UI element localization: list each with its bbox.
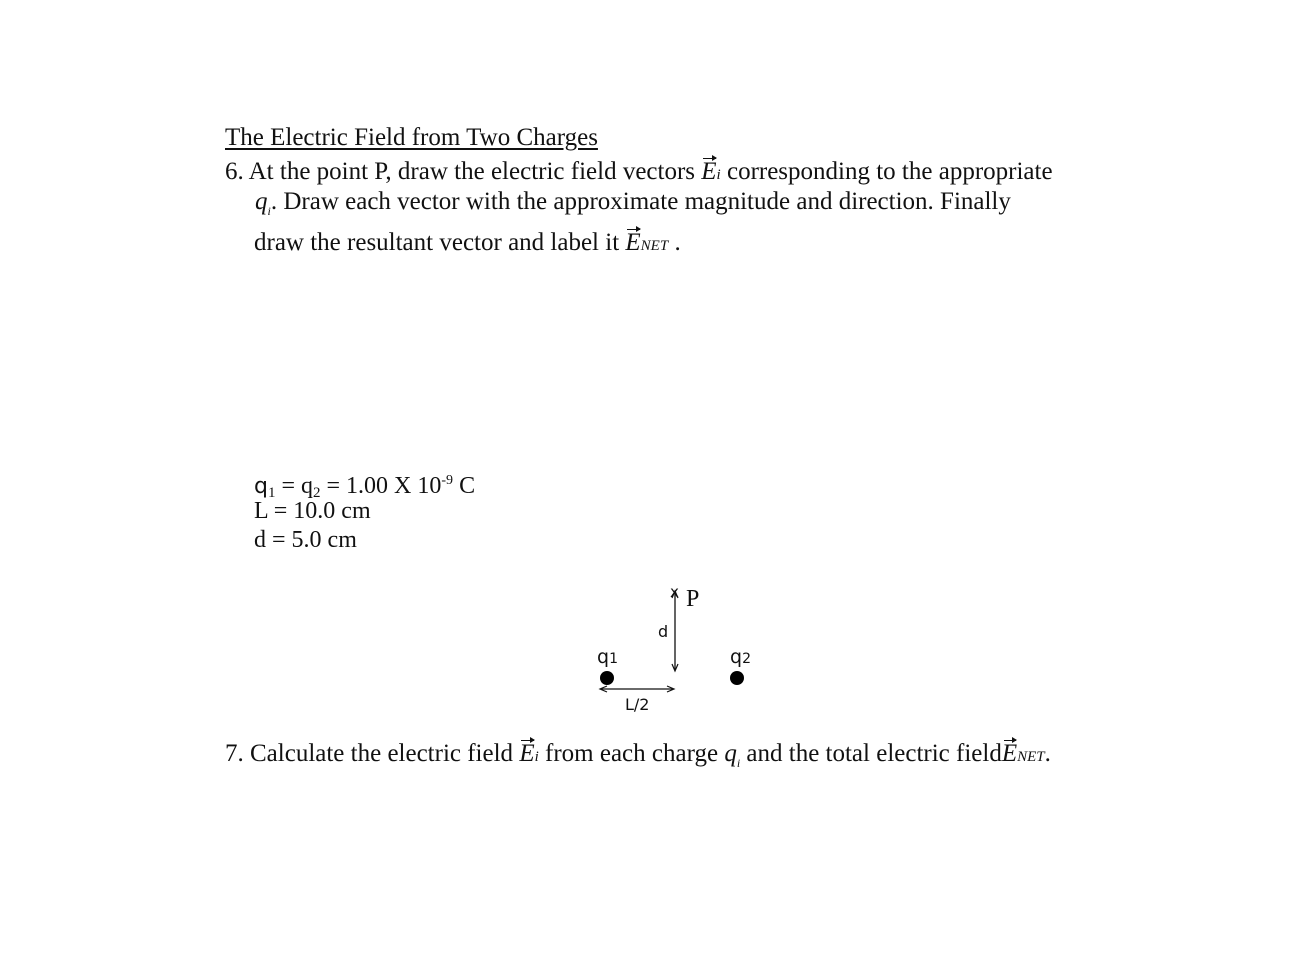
q1-label	[597, 646, 618, 668]
q2-label	[730, 646, 751, 668]
q7-text: and the total electric field	[746, 740, 1002, 767]
text: = 1.00 X 10	[320, 473, 442, 499]
q: q	[597, 646, 610, 668]
page-title: The Electric Field from Two Charges	[225, 124, 598, 151]
d-arrow	[672, 591, 678, 671]
q-symbol: q	[724, 740, 737, 767]
half-length-arrow	[600, 686, 674, 692]
subscript-i: i	[736, 756, 741, 770]
e-net-vector-symbol: E	[625, 229, 641, 256]
subscript-i: i	[267, 204, 271, 218]
period: .	[1044, 740, 1051, 767]
subscript-i: i	[716, 167, 721, 183]
half-length-label: L/2	[625, 695, 650, 714]
exponent: -9	[441, 473, 454, 488]
q6-text: corresponding to the appropriate	[726, 158, 1053, 185]
subscript-i: i	[534, 749, 539, 765]
subscript-net: NET	[1017, 749, 1045, 765]
q-symbol: q	[255, 188, 268, 215]
given-length: L = 10.0 cm	[254, 498, 371, 524]
q: q	[730, 646, 743, 668]
q-label: q	[254, 474, 268, 499]
d-label: d	[658, 622, 669, 641]
question-7	[225, 739, 1051, 772]
q6-text: draw the resultant vector and label it	[254, 229, 620, 256]
period: .	[674, 229, 681, 256]
q6-text: . Draw each vector with the approximate magnitude and direction. Finally	[270, 188, 1011, 215]
text: = q	[275, 473, 314, 499]
charge-q1-dot	[600, 671, 614, 685]
text: C	[453, 473, 476, 499]
e-vector-symbol: E	[519, 740, 535, 767]
point-p-label: P	[686, 586, 700, 612]
subscript: 1	[609, 651, 618, 667]
q7-text: from each charge	[545, 740, 719, 767]
subscript: 2	[742, 651, 751, 667]
subscript: 2	[313, 485, 321, 501]
subscript-net: NET	[640, 238, 669, 254]
q7-text: 7. Calculate the electric field	[225, 740, 514, 767]
q6-text: 6. At the point P, draw the electric field vectors	[225, 158, 696, 185]
e-net-vector-symbol: E	[1001, 740, 1018, 767]
given-distance: d = 5.0 cm	[254, 527, 357, 553]
point-p-marker: x	[670, 583, 679, 601]
e-vector-symbol: E	[701, 158, 717, 185]
charge-q2-dot	[730, 671, 744, 685]
subscript: 1	[267, 485, 276, 501]
